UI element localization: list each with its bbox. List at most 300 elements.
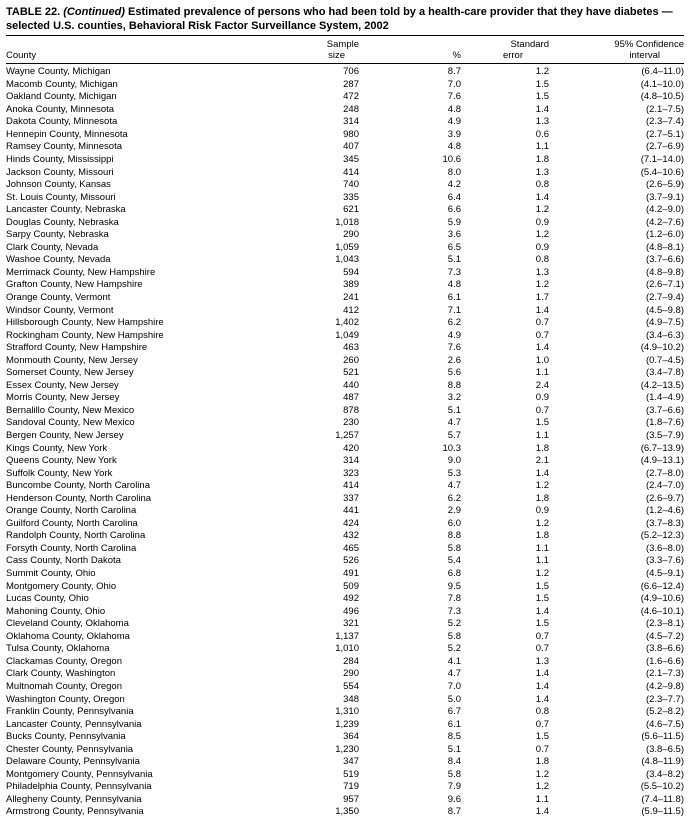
- table-row: [6, 518, 684, 531]
- standard-error-cell: 1.8: [535, 756, 549, 768]
- sample-size-cell: 407: [343, 141, 359, 153]
- percent-cell: 5.4: [447, 555, 461, 567]
- county-cell: Oklahoma County, Oklahoma: [6, 630, 130, 642]
- county-cell: Mahoning County, Ohio: [6, 605, 106, 617]
- standard-error-cell: 1.2: [535, 768, 549, 780]
- sample-size-cell: 441: [343, 505, 359, 517]
- table-title: [6, 5, 684, 36]
- sample-size-cell: 314: [343, 455, 359, 467]
- confidence-interval-cell: (2.1–7.5): [645, 103, 684, 115]
- confidence-interval-cell: (3.3–7.6): [645, 555, 684, 567]
- table-row: [6, 581, 684, 594]
- county-cell: Grafton County, New Hampshire: [6, 279, 143, 291]
- confidence-interval-cell: (3.7–8.3): [645, 517, 684, 529]
- sample-size-cell: 432: [343, 530, 359, 542]
- table-row: [6, 505, 684, 518]
- confidence-interval-cell: (3.7–9.1): [645, 191, 684, 203]
- county-cell: Franklin County, Pennsylvania: [6, 706, 134, 718]
- percent-cell: 10.6: [442, 153, 461, 165]
- standard-error-cell: 1.8: [535, 442, 549, 454]
- county-cell: Bergen County, New Jersey: [6, 430, 124, 442]
- table-row: [6, 455, 684, 468]
- table-row: [6, 731, 684, 744]
- percent-cell: 6.4: [447, 191, 461, 203]
- sample-size-cell: 412: [343, 304, 359, 316]
- standard-error-cell: 1.1: [535, 542, 549, 554]
- sample-size-cell: 487: [343, 392, 359, 404]
- table-row: [6, 279, 684, 292]
- sample-size-cell: 719: [343, 781, 359, 793]
- county-cell: Armstrong County, Pennsylvania: [6, 806, 144, 816]
- percent-cell: 7.0: [447, 680, 461, 692]
- standard-error-cell: 1.5: [535, 618, 549, 630]
- sample-size-cell: 389: [343, 279, 359, 291]
- table-row: [6, 656, 684, 669]
- standard-error-cell: 1.1: [535, 367, 549, 379]
- table-row: [6, 330, 684, 343]
- table-row: [6, 254, 684, 267]
- table-row: [6, 91, 684, 104]
- county-cell: Oakland County, Michigan: [6, 91, 117, 103]
- county-cell: Clackamas County, Oregon: [6, 655, 122, 667]
- percent-cell: 6.0: [447, 517, 461, 529]
- percent-cell: 7.0: [447, 78, 461, 90]
- confidence-interval-cell: (2.7–9.4): [645, 292, 684, 303]
- county-cell: Washoe County, Nevada: [6, 254, 111, 266]
- county-cell: St. Louis County, Missouri: [6, 191, 116, 203]
- sample-size-cell: 1,137: [335, 630, 359, 642]
- percent-cell: 8.7: [447, 66, 461, 78]
- table-row: [6, 681, 684, 694]
- table-row: [6, 769, 684, 782]
- table-row: [6, 116, 684, 129]
- county-cell: Kings County, New York: [6, 442, 108, 454]
- standard-error-cell: 1.4: [535, 467, 549, 479]
- table-row: [6, 129, 684, 142]
- table-row: [6, 104, 684, 117]
- percent-cell: 3.9: [447, 128, 461, 140]
- confidence-interval-cell: (3.7–6.6): [645, 254, 684, 266]
- table-row: [6, 342, 684, 355]
- county-cell: Guilford County, North Carolina: [6, 517, 138, 529]
- county-cell: Tulsa County, Oklahoma: [6, 643, 110, 655]
- sample-size-cell: 491: [343, 568, 359, 580]
- county-cell: Johnson County, Kansas: [6, 179, 111, 191]
- table-row: [6, 380, 684, 393]
- standard-error-cell: 0.9: [535, 505, 549, 517]
- confidence-interval-cell: (2.6–9.7): [645, 492, 684, 504]
- table-row: [6, 794, 684, 807]
- header-spacer: [6, 36, 291, 50]
- sample-size-cell: 465: [343, 542, 359, 554]
- county-cell: Clark County, Nevada: [6, 241, 99, 253]
- table-row: [6, 141, 684, 154]
- table-row: [6, 643, 684, 656]
- sample-size-cell: 621: [343, 204, 359, 216]
- confidence-interval-cell: (3.4–8.2): [645, 768, 684, 780]
- standard-error-cell: 0.9: [535, 241, 549, 253]
- confidence-interval-cell: (4.2–9.0): [645, 204, 684, 216]
- confidence-interval-cell: (1.2–6.0): [645, 229, 684, 241]
- sample-size-cell: 1,310: [335, 706, 359, 718]
- table-row: [6, 367, 684, 380]
- sample-size-cell: 1,043: [335, 254, 359, 266]
- county-cell: Essex County, New Jersey: [6, 379, 119, 391]
- standard-error-cell: 1.5: [535, 593, 549, 605]
- confidence-interval-cell: (1.8–7.6): [645, 417, 684, 429]
- sample-size-cell: 414: [343, 166, 359, 178]
- table-row: [6, 480, 684, 493]
- standard-error-cell: 1.4: [535, 806, 549, 816]
- county-cell: Multnomah County, Oregon: [6, 680, 122, 692]
- table-row: [6, 694, 684, 707]
- table-row: [6, 530, 684, 543]
- percent-cell: 7.6: [447, 342, 461, 354]
- county-cell: Wayne County, Michigan: [6, 66, 111, 78]
- county-cell: Henderson County, North Carolina: [6, 492, 152, 504]
- percent-cell: 5.7: [447, 430, 461, 442]
- table-row: [6, 292, 684, 305]
- header-sample-line2: [291, 50, 359, 64]
- standard-error-cell: 0.7: [535, 329, 549, 341]
- confidence-interval-cell: (1.4–4.9): [645, 392, 684, 404]
- table-row: [6, 154, 684, 167]
- county-cell: Merrimack County, New Hampshire: [6, 266, 156, 278]
- header-sample-line1: [291, 36, 359, 50]
- table-row: [6, 317, 684, 330]
- confidence-interval-cell: (2.3–7.7): [645, 693, 684, 705]
- confidence-interval-cell: (4.8–8.1): [645, 241, 684, 253]
- percent-cell: 6.2: [447, 317, 461, 329]
- sample-size-cell: 496: [343, 605, 359, 617]
- confidence-interval-cell: (4.5–9.1): [645, 568, 684, 580]
- county-cell: Montgomery County, Pennsylvania: [6, 768, 153, 780]
- sample-size-cell: 335: [343, 191, 359, 203]
- table-row: [6, 568, 684, 581]
- county-cell: Hennepin County, Minnesota: [6, 128, 128, 140]
- table-row: [6, 392, 684, 405]
- county-cell: Lucas County, Ohio: [6, 593, 89, 605]
- confidence-interval-cell: (2.1–7.3): [645, 668, 684, 680]
- confidence-interval-cell: (0.7–4.5): [645, 354, 684, 366]
- confidence-interval-cell: (4.6–10.1): [640, 605, 684, 617]
- standard-error-cell: 0.8: [535, 254, 549, 266]
- confidence-interval-cell: (1.6–6.6): [645, 655, 684, 667]
- header-se-line2: [461, 50, 549, 64]
- percent-cell: 6.8: [447, 568, 461, 580]
- county-cell: Allegheny County, Pennsylvania: [6, 793, 142, 805]
- sample-size-cell: 740: [343, 179, 359, 191]
- standard-error-cell: 1.8: [535, 153, 549, 165]
- standard-error-cell: 1.4: [535, 693, 549, 705]
- county-cell: Forsyth County, North Carolina: [6, 542, 137, 554]
- table-row: [6, 305, 684, 318]
- sample-size-cell: 706: [343, 66, 359, 78]
- county-cell: Delaware County, Pennsylvania: [6, 756, 140, 768]
- table-row: [6, 192, 684, 205]
- confidence-interval-cell: (2.7–5.1): [645, 128, 684, 140]
- county-cell: Montgomery County, Ohio: [6, 580, 117, 592]
- confidence-interval-cell: (3.6–8.0): [645, 542, 684, 554]
- confidence-interval-cell: (5.4–10.6): [640, 166, 684, 178]
- header-county: County: [6, 50, 291, 64]
- table-continued-label: (Continued): [63, 6, 125, 18]
- standard-error-cell: 1.5: [535, 580, 549, 592]
- percent-cell: 9.6: [447, 793, 461, 805]
- table-row: [6, 806, 684, 816]
- percent-cell: 5.1: [447, 743, 461, 755]
- percent-cell: 6.1: [447, 718, 461, 730]
- county-cell: Summit County, Ohio: [6, 568, 96, 580]
- percent-cell: 4.8: [447, 103, 461, 115]
- county-cell: Douglas County, Nebraska: [6, 216, 119, 228]
- standard-error-cell: 0.8: [535, 179, 549, 191]
- table-row: [6, 443, 684, 456]
- sample-size-cell: 594: [343, 266, 359, 278]
- table-row: [6, 593, 684, 606]
- confidence-interval-cell: (5.2–12.3): [640, 530, 684, 542]
- sample-size-cell: 345: [343, 153, 359, 165]
- standard-error-cell: 1.8: [535, 530, 549, 542]
- county-cell: Philadelphia County, Pennsylvania: [6, 781, 152, 793]
- table-row: [6, 668, 684, 681]
- percent-cell: 4.2: [447, 179, 461, 191]
- standard-error-cell: 0.9: [535, 216, 549, 228]
- percent-cell: 5.1: [447, 254, 461, 266]
- confidence-interval-cell: (3.7–6.6): [645, 404, 684, 416]
- table-row: [6, 468, 684, 481]
- percent-cell: 6.5: [447, 241, 461, 253]
- county-cell: Anoka County, Minnesota: [6, 103, 115, 115]
- county-cell: Macomb County, Michigan: [6, 78, 118, 90]
- percent-cell: 8.8: [447, 530, 461, 542]
- standard-error-cell: 0.7: [535, 404, 549, 416]
- percent-cell: 4.7: [447, 480, 461, 492]
- standard-error-cell: 1.4: [535, 304, 549, 316]
- sample-size-cell: 287: [343, 78, 359, 90]
- standard-error-cell: 2.1: [535, 455, 549, 467]
- standard-error-cell: 0.7: [535, 630, 549, 642]
- table-row: [6, 217, 684, 230]
- standard-error-cell: 1.4: [535, 103, 549, 115]
- percent-cell: 4.9: [447, 116, 461, 128]
- percent-cell: 4.9: [447, 329, 461, 341]
- sample-size-cell: 492: [343, 593, 359, 605]
- county-cell: Jackson County, Missouri: [6, 166, 114, 178]
- sample-size-cell: 1,350: [335, 806, 359, 816]
- confidence-interval-cell: (4.5–7.2): [645, 630, 684, 642]
- table-row: [6, 719, 684, 732]
- county-cell: Washington County, Oregon: [6, 693, 125, 705]
- confidence-interval-cell: (7.4–11.8): [641, 793, 684, 805]
- sample-size-cell: 980: [343, 128, 359, 140]
- county-cell: Rockingham County, New Hampshire: [6, 329, 164, 341]
- header-row-1: [6, 36, 684, 50]
- county-cell: Orange County, Vermont: [6, 292, 111, 303]
- sample-size-cell: 1,049: [335, 329, 359, 341]
- confidence-interval-cell: (4.9–13.1): [640, 455, 684, 467]
- confidence-interval-cell: (5.9–11.5): [641, 806, 684, 816]
- sample-size-cell: 348: [343, 693, 359, 705]
- standard-error-cell: 0.9: [535, 392, 549, 404]
- sample-size-cell: 420: [343, 442, 359, 454]
- standard-error-cell: 1.4: [535, 680, 549, 692]
- table-row: [6, 167, 684, 180]
- standard-error-cell: 1.7: [535, 292, 549, 303]
- percent-cell: 4.7: [447, 417, 461, 429]
- county-cell: Buncombe County, North Carolina: [6, 480, 150, 492]
- percent-cell: 4.8: [447, 141, 461, 153]
- table-row: [6, 543, 684, 556]
- standard-error-cell: 1.3: [535, 655, 549, 667]
- standard-error-cell: 0.7: [535, 718, 549, 730]
- standard-error-cell: 1.5: [535, 78, 549, 90]
- percent-cell: 10.3: [442, 442, 461, 454]
- percent-cell: 5.9: [447, 216, 461, 228]
- header-error-text: error: [502, 50, 523, 62]
- percent-cell: 5.2: [447, 643, 461, 655]
- confidence-interval-cell: (3.5–7.9): [645, 430, 684, 442]
- table-row: [6, 267, 684, 280]
- standard-error-cell: 1.1: [535, 555, 549, 567]
- percent-cell: 6.1: [447, 292, 461, 303]
- confidence-interval-cell: (4.8–10.5): [640, 91, 684, 103]
- percent-cell: 8.4: [447, 756, 461, 768]
- sample-size-cell: 241: [343, 292, 359, 303]
- confidence-interval-cell: (4.5–9.8): [645, 304, 684, 316]
- percent-cell: 2.6: [447, 354, 461, 366]
- sample-size-cell: 321: [343, 618, 359, 630]
- percent-cell: 4.1: [447, 655, 461, 667]
- county-cell: Strafford County, New Hampshire: [6, 342, 148, 354]
- standard-error-cell: 1.2: [535, 480, 549, 492]
- county-cell: Morris County, New Jersey: [6, 392, 120, 404]
- percent-cell: 7.1: [447, 304, 461, 316]
- table-row: [6, 756, 684, 769]
- percent-cell: 5.8: [447, 630, 461, 642]
- table-row: [6, 79, 684, 92]
- sample-size-cell: 472: [343, 91, 359, 103]
- percent-cell: 9.0: [447, 455, 461, 467]
- standard-error-cell: 1.4: [535, 342, 549, 354]
- standard-error-cell: 1.3: [535, 166, 549, 178]
- sample-size-cell: 347: [343, 756, 359, 768]
- percent-cell: 6.7: [447, 706, 461, 718]
- sample-size-cell: 314: [343, 116, 359, 128]
- standard-error-cell: 0.8: [535, 706, 549, 718]
- standard-error-cell: 1.5: [535, 731, 549, 743]
- county-cell: Cleveland County, Oklahoma: [6, 618, 129, 630]
- table-row: [6, 706, 684, 719]
- header-se-text: Standard: [510, 39, 549, 51]
- sample-size-cell: 260: [343, 354, 359, 366]
- percent-cell: 5.8: [447, 542, 461, 554]
- percent-cell: 5.0: [447, 693, 461, 705]
- confidence-interval-cell: (2.7–8.0): [645, 467, 684, 479]
- header-se-line1: [461, 36, 549, 50]
- county-cell: Suffolk County, New York: [6, 467, 113, 479]
- standard-error-cell: 1.8: [535, 492, 549, 504]
- confidence-interval-cell: (2.3–8.1): [645, 618, 684, 630]
- standard-error-cell: 0.6: [535, 128, 549, 140]
- percent-cell: 6.2: [447, 492, 461, 504]
- standard-error-cell: 1.2: [535, 229, 549, 241]
- confidence-interval-cell: (6.6–12.4): [640, 580, 684, 592]
- confidence-interval-cell: (2.6–5.9): [645, 179, 684, 191]
- confidence-interval-cell: (4.8–11.9): [641, 756, 684, 768]
- confidence-interval-cell: (6.4–11.0): [641, 66, 684, 78]
- standard-error-cell: 1.4: [535, 191, 549, 203]
- sample-size-cell: 526: [343, 555, 359, 567]
- table-row: [6, 64, 684, 79]
- confidence-interval-cell: (4.2–13.5): [640, 379, 684, 391]
- confidence-interval-cell: (3.8–6.6): [645, 643, 684, 655]
- percent-cell: 2.9: [447, 505, 461, 517]
- sample-size-cell: 290: [343, 668, 359, 680]
- table-header: [6, 36, 684, 64]
- header-ci-text: 95% Confidence: [614, 39, 684, 51]
- confidence-interval-cell: (3.4–7.8): [645, 367, 684, 379]
- confidence-interval-cell: (7.1–14.0): [640, 153, 684, 165]
- table-row: [6, 631, 684, 644]
- table-row: [6, 204, 684, 217]
- standard-error-cell: 1.1: [535, 793, 549, 805]
- sample-size-cell: 957: [343, 793, 359, 805]
- standard-error-cell: 1.0: [535, 354, 549, 366]
- county-cell: Clark County, Washington: [6, 668, 116, 680]
- percent-cell: 6.6: [447, 204, 461, 216]
- county-cell: Queens County, New York: [6, 455, 117, 467]
- sample-size-cell: 424: [343, 517, 359, 529]
- table-row: [6, 405, 684, 418]
- confidence-interval-cell: (4.8–9.8): [645, 266, 684, 278]
- percent-cell: 5.8: [447, 768, 461, 780]
- percent-cell: 5.3: [447, 467, 461, 479]
- header-size-text: size: [328, 50, 345, 62]
- header-percent: %: [359, 50, 461, 64]
- percent-cell: 8.0: [447, 166, 461, 178]
- confidence-interval-cell: (5.2–8.2): [645, 706, 684, 718]
- county-cell: Bucks County, Pennsylvania: [6, 731, 126, 743]
- percent-cell: 8.7: [447, 806, 461, 816]
- sample-size-cell: 1,010: [335, 643, 359, 655]
- sample-size-cell: 1,018: [335, 216, 359, 228]
- table-row: [6, 606, 684, 619]
- sample-size-cell: 414: [343, 480, 359, 492]
- sample-size-cell: 290: [343, 229, 359, 241]
- confidence-interval-cell: (4.9–10.6): [640, 593, 684, 605]
- county-cell: Cass County, North Dakota: [6, 555, 121, 567]
- percent-cell: 5.2: [447, 618, 461, 630]
- standard-error-cell: 1.5: [535, 91, 549, 103]
- table-row: [6, 179, 684, 192]
- sample-size-cell: 463: [343, 342, 359, 354]
- confidence-interval-cell: (4.6–7.5): [645, 718, 684, 730]
- sample-size-cell: 519: [343, 768, 359, 780]
- sample-size-cell: 521: [343, 367, 359, 379]
- percent-cell: 5.1: [447, 404, 461, 416]
- county-cell: Hinds County, Mississippi: [6, 153, 114, 165]
- standard-error-cell: 1.2: [535, 204, 549, 216]
- confidence-interval-cell: (4.2–7.6): [645, 216, 684, 228]
- sample-size-cell: 364: [343, 731, 359, 743]
- table-number-label: TABLE 22.: [6, 6, 61, 18]
- table-row: [6, 430, 684, 443]
- sample-size-cell: 1,257: [335, 430, 359, 442]
- county-cell: Sarpy County, Nebraska: [6, 229, 109, 241]
- confidence-interval-cell: (2.6–7.1): [645, 279, 684, 291]
- header-sample-text: Sample: [326, 39, 359, 51]
